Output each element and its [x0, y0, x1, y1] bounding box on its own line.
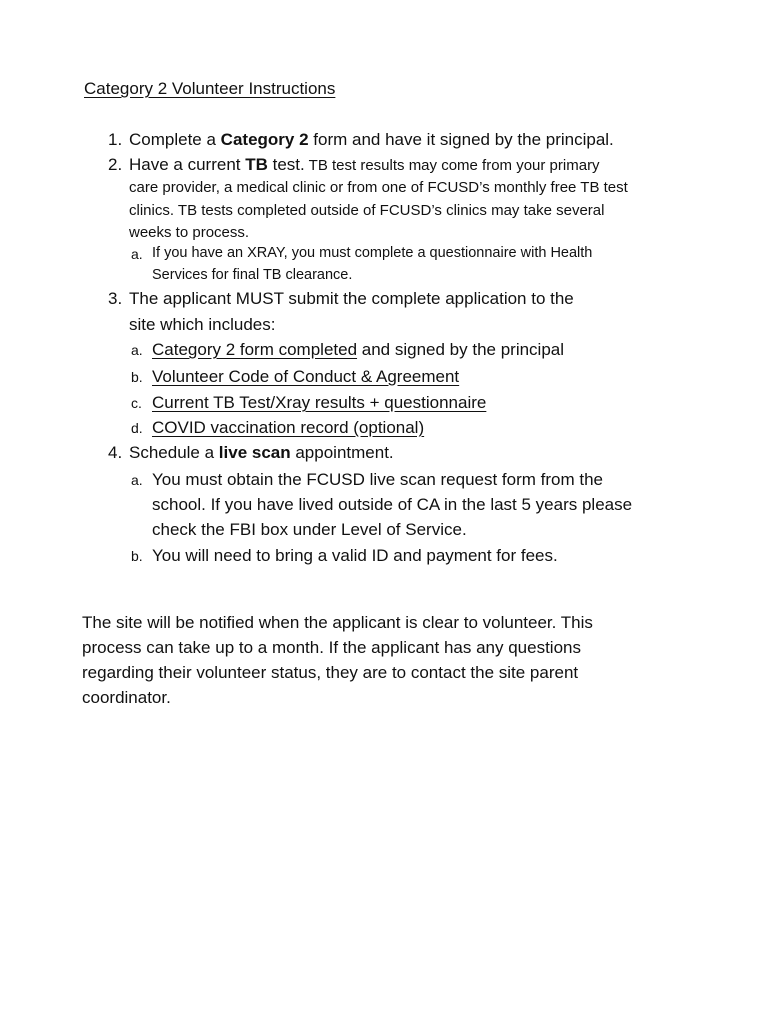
step-text-part: Have a current — [129, 155, 246, 174]
sub-item-text — [152, 367, 459, 387]
sub-item-letter: d. — [131, 420, 143, 436]
underlined-text: COVID vaccination record (optional) — [152, 418, 425, 437]
sub-item-text: You must obtain the FCUSD live scan request form from the — [152, 470, 604, 489]
step-text-bold: live scan — [218, 443, 291, 462]
step-text-part: test. — [267, 155, 305, 174]
sub-item-rest: and signed by the principal — [357, 340, 565, 359]
sub-item-text: You will need to bring a valid ID and payment for fees. — [152, 546, 558, 565]
underlined-text: Volunteer Code of Conduct & Agreement — [152, 367, 460, 386]
step-number: 3. — [108, 289, 123, 308]
sub-item-letter: a. — [131, 342, 143, 358]
paragraph-line: coordinator. — [82, 688, 171, 707]
paragraph-line: process can take up to a month. If the applicant has any questions — [82, 638, 581, 657]
step-number: 4. — [108, 443, 123, 462]
step-text-part: appointment. — [290, 443, 394, 462]
sub-item-text: If you have an XRAY, you must complete a questionnaire with Health — [152, 245, 593, 261]
step-text-part: Complete a — [129, 130, 221, 149]
step-text-line: clinics. TB tests completed outside of FCUSD’s clinics may take several — [129, 202, 605, 219]
sub-item-text: school. If you have lived outside of CA in the last 5 years please — [152, 495, 633, 514]
step-text-bold: Category 2 — [220, 130, 309, 149]
step-text — [129, 155, 600, 175]
underlined-text: Category 2 form completed — [152, 340, 358, 359]
sub-item-letter: a. — [131, 246, 143, 262]
step-number: 2. — [108, 155, 123, 174]
step-number: 1. — [108, 130, 123, 149]
sub-item-letter: a. — [131, 472, 143, 488]
step-text — [129, 443, 394, 463]
step-text-line: care provider, a medical clinic or from one of FCUSD’s monthly free TB test — [129, 179, 628, 196]
step-text-part: TB test results may come from your primary — [304, 157, 600, 174]
step-text-bold: TB — [245, 155, 268, 174]
step-text — [129, 130, 614, 150]
sub-item-text — [152, 340, 564, 360]
step-text-line: The applicant MUST submit the complete application to the — [129, 289, 574, 308]
step-text-line: weeks to process. — [129, 224, 250, 241]
step-text-line: site which includes: — [129, 315, 276, 334]
page-title: Category 2 Volunteer Instructions — [84, 79, 336, 98]
paragraph-line: regarding their volunteer status, they are to contact the site parent — [82, 663, 579, 682]
step-text-part: Schedule a — [129, 443, 219, 462]
paragraph-line: The site will be notified when the applicant is clear to volunteer. This — [82, 613, 593, 632]
sub-item-text: check the FBI box under Level of Service. — [152, 520, 467, 539]
sub-item-letter: b. — [131, 548, 143, 564]
underlined-text: Current TB Test/Xray results + questionnaire — [152, 393, 487, 412]
sub-item-letter: b. — [131, 369, 143, 385]
step-text-part: form and have it signed by the principal. — [308, 130, 614, 149]
sub-item-text — [152, 418, 424, 438]
sub-item-text: Services for final TB clearance. — [152, 267, 353, 283]
sub-item-text — [152, 393, 486, 413]
sub-item-letter: c. — [131, 395, 142, 411]
